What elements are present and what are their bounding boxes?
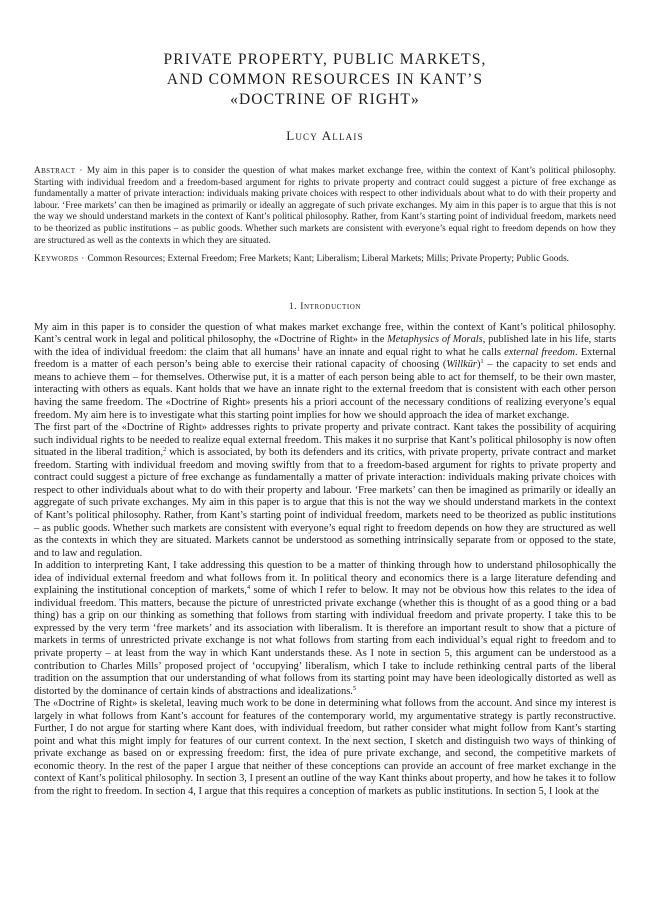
paragraph-text: The first part of the «Doctrine of Right» addresses rights to private property and private contract. Kant takes the possibility of acquiring such individual rights to be needed to realize equal external freedom. This makes it no surprise that Kant’s political philosophy is now often situated in the liberal tradition,	[34, 422, 616, 459]
keywords	[34, 254, 616, 266]
footnote-marker: 2	[163, 446, 167, 454]
italic-text: Metaphysics of Morals	[387, 334, 483, 346]
title-line-1: PRIVATE PROPERTY, PUBLIC MARKETS,	[163, 51, 487, 68]
footnote-marker: 5	[352, 684, 357, 692]
body-paragraph	[34, 422, 616, 560]
title-line-3: «DOCTRINE OF RIGHT»	[230, 91, 420, 108]
paper-title	[34, 0, 616, 110]
paragraph-text: – the capacity to set ends and means to achieve them – for themselves. Otherwise put, it is a matter of each person being able to act for themself, to be their own master, interacting with others as equals. Kant holds that we have an innate right to the external freedom that is consistent with each other person having the same freedom. The «Doctrine of Right» presents his a priori account of the necessary conditions of realizing everyone’s equal freedom. My aim here is to investigate what this starting point implies for how we should approach the idea of market exchange.	[34, 359, 617, 421]
paragraph-text: My aim in this paper is to consider the question of what makes market exchange free, within the context of Kant’s political philosophy. Kant’s central work in legal and political philosophy, the «Doctrine of Right» in the	[34, 321, 616, 346]
paragraph-text: some of which I refer to below. It may not be obvious how this relates to the idea of individual freedom. This matters, because the picture of unrestricted private exchange (whether this is thought of as a good thing or a bad thing) has a grip on our thinking as something that follows from starting with individual freedom and private property. I take this to be expressed by the very term ‘free markets’ and its association with liberalism. It is therefore an important result to show that a picture of markets in terms of unrestricted private exchange is not what follows from starting from each individual’s equal right to freedom and to private property – at least from the way in which Kant understands these. As I note in section 5, this argument can be understood as a contribution to Charles Mills’ proposed project of ‘occupying’ liberalism, which I take to include rethinking central parts of the liberal tradition on the assumption that our understanding of what follows from its starting point may have been ideologically distorted as well as distorted by the dominance of certain kinds of abstractions and idealizations.	[34, 585, 616, 697]
abstract-text: My aim in this paper is to consider the question of what makes market exchange free, within the context of Kant’s political philosophy. Starting with individual freedom and a freedom-based argument for rights to private property and contract could suggest a picture of free exchange as fundamentally a matter of private interaction: individuals making private choices with respect to other individuals about what to do with their property and labour. ‘Free markets’ can then be imagined as primarily or ideally an aggregate of such private exchanges. My aim in this paper is to argue that this is not the way we should understand markets in the context of Kant’s political philosophy. Rather, from Kant’s starting point of individual freedom, markets need to be theorized as public institutions – as public goods. Whether such markets are consistent with everyone’s equal right to freedom depends on how they are structured as well as the contexts in which they are situated.	[34, 166, 616, 246]
abstract-label: Abstract ·	[34, 166, 87, 176]
paragraph-text: . External freedom is a matter of each person’s being able to exercise their rational capacity of choosing (	[34, 346, 617, 371]
footnote-marker: 4	[246, 584, 251, 592]
body-paragraph	[34, 322, 616, 422]
paragraph-text: In addition to interpreting Kant, I take addressing this question to be a matter of thinking through how to understand philosophically the idea of individual external freedom and what follows from it. In political theory and economics there is a large literature defending and explaining the institutional conception of markets,	[34, 560, 616, 597]
author-name: Lucy Allais	[286, 128, 364, 143]
footnote-marker: 1	[480, 358, 484, 366]
italic-text: Willkür	[446, 359, 477, 371]
paragraph-text: have an innate and equal right to what he calls	[299, 346, 505, 358]
body-paragraph	[34, 698, 616, 798]
italic-text: external freedom	[504, 346, 576, 358]
footnote-marker: 1	[296, 345, 300, 353]
body-text	[34, 322, 616, 799]
paragraph-text: , published late in his life, starts with the idea of individual freedom: the claim that all humans	[34, 334, 616, 358]
paragraph-text: )	[476, 359, 481, 371]
keywords-label: Keywords ·	[34, 254, 88, 265]
body-paragraph	[34, 560, 616, 698]
paragraph-text: The «Doctrine of Right» is skeletal, leaving much work to be done in determining what follows from the account. And since my interest is largely in what follows from Kant’s account for features of the contemporary world, my argumentative strategy is partly reconstructive. Further, I do not argue for starting where Kant does, with individual freedom, but rather consider what might follow from Kant’s starting point and what this might imply for features of our current context. In the next section, I sketch and distinguish two ways of thinking of private exchange as based on or expressing freedom: first, the idea of pure private exchange, and second, the competitive markets of economic theory. In the rest of the paper I argue that neither of these conceptions can provide an account of free market exchange in the context of Kant’s political philosophy. In section 3, I present an outline of the way Kant thinks about property, and how he takes it to follow from the right to freedom. In section 4, I argue that this requires a conception of markets as public institutions. In section 5, I look at the	[34, 698, 616, 797]
section-heading: 1. Introduction	[288, 301, 362, 312]
abstract	[34, 166, 616, 247]
paragraph-text: which is associated, by both its defenders and its critics, with private property, private contract and market freedom. Starting with individual freedom and moving swiftly from that to a freedom-based argument for rights to private property and contract could suggest a picture of free exchange as fundamentally a matter of private interaction: individuals making private choices with respect to other individuals about what to do with their property and labour. ‘Free markets’ can then be imagined as primarily or ideally an aggregate of such private exchanges. My aim in this paper is to argue that this is not the way we should understand markets in the context of Kant’s political philosophy. Rather, from Kant’s starting point of individual freedom, markets need to be theorized as public institutions – as public goods. Whether such markets are consistent with everyone’s equal right to freedom depends on how they are structured as well as the contexts in which they are situated. Markets cannot be understood as something intrinsically separate from or opposed to the state, and to law and regulation.	[34, 447, 616, 559]
title-line-2: AND COMMON RESOURCES IN KANT’S	[166, 71, 484, 88]
keywords-text: Common Resources; External Freedom; Free Markets; Kant; Liberalism; Liberal Markets; Mills; Private Property; Public Goods.	[87, 254, 570, 265]
